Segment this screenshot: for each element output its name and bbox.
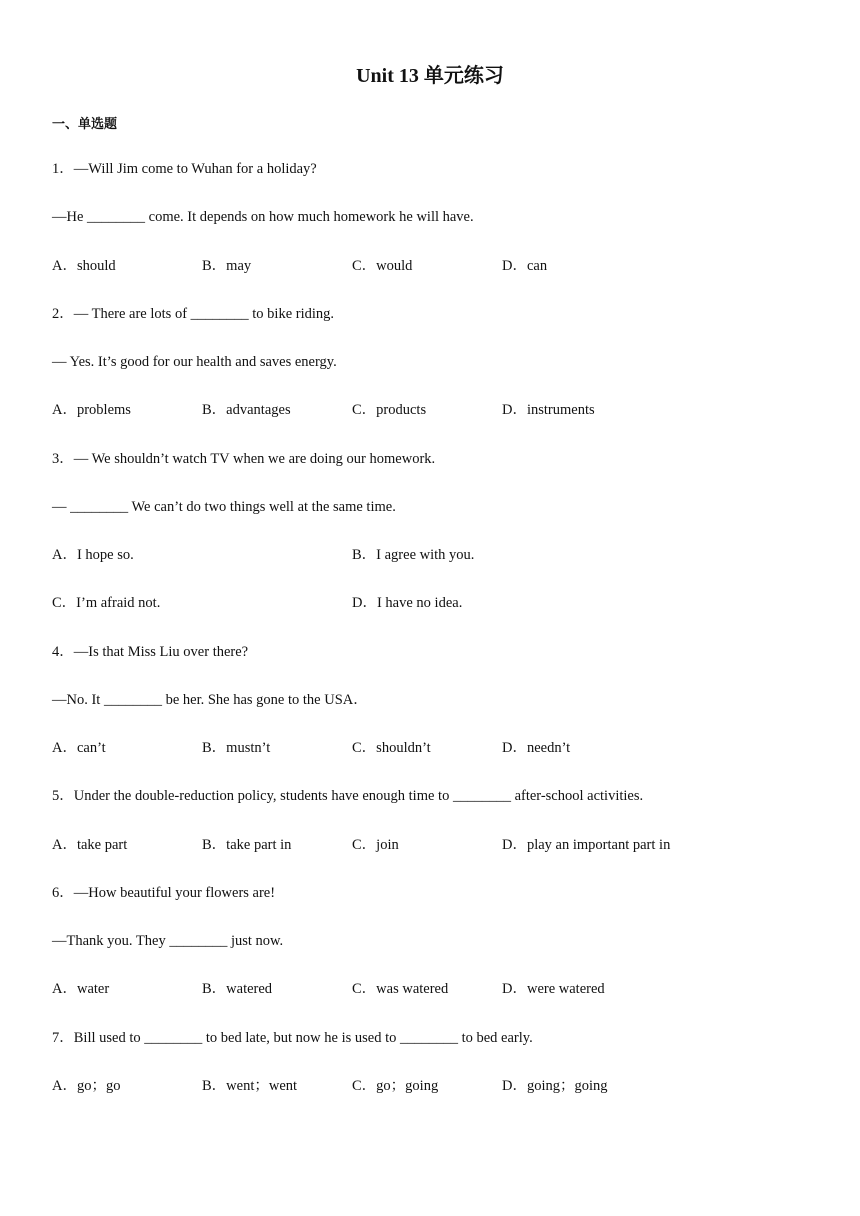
question-4-option-b: B．mustn’t	[202, 740, 271, 756]
question-3-stem: 3．— We shouldn’t watch TV when we are doing our homework.	[52, 451, 436, 467]
question-5-option-d: D．play an important part in	[502, 837, 671, 853]
question-3-option-c: C．I’m afraid not.	[52, 595, 161, 611]
question-3-option-b: B．I agree with you.	[352, 547, 475, 563]
question-1-stem: 1．—Will Jim come to Wuhan for a holiday?	[52, 161, 317, 177]
question-2-stem: 2．— There are lots of ________ to bike riding.	[52, 306, 335, 322]
question-3-option-d: D．I have no idea.	[352, 595, 463, 611]
question-4-option-c: C．shouldn’t	[352, 740, 431, 756]
question-1-option-c: C．would	[352, 258, 413, 274]
question-5-option-a: A．take part	[52, 837, 128, 853]
question-7-option-d: D．going；going	[502, 1078, 608, 1094]
question-6-option-a: A．water	[52, 981, 110, 997]
question-1-option-b: B．may	[202, 258, 252, 274]
question-7-option-a: A．go；go	[52, 1078, 121, 1094]
question-2-option-b: B．advantages	[202, 402, 291, 418]
question-1-option-d: D．can	[502, 258, 548, 274]
question-3-option-a: A．I hope so.	[52, 547, 134, 563]
question-3-response: — ________ We can’t do two things well at the same time.	[52, 499, 396, 515]
section-heading: 一、单选题	[52, 117, 118, 132]
question-6-option-d: D．were watered	[502, 981, 605, 997]
question-4-option-d: D．needn’t	[502, 740, 571, 756]
question-5-option-b: B．take part in	[202, 837, 292, 853]
question-2-option-d: D．instruments	[502, 402, 595, 418]
question-6-response: —Thank you. They ________ just now.	[52, 933, 284, 949]
question-2-option-c: C．products	[352, 402, 427, 418]
question-4-stem: 4．—Is that Miss Liu over there?	[52, 644, 249, 660]
question-5-stem: 5．Under the double-reduction policy, students have enough time to ________ after-school activities.	[52, 788, 644, 804]
question-1-response: —He ________ come. It depends on how much homework he will have.	[52, 209, 474, 225]
question-5-option-c: C．join	[352, 837, 399, 853]
document-title: Unit 13 单元练习	[356, 65, 504, 87]
question-4-response: —No. It ________ be her. She has gone to the USA．	[52, 692, 368, 708]
question-2-response: — Yes. It’s good for our health and saves energy.	[52, 354, 337, 370]
question-2-option-a: A．problems	[52, 402, 131, 418]
question-7-stem: 7．Bill used to ________ to bed late, but now he is used to ________ to bed early.	[52, 1030, 533, 1046]
question-6-stem: 6．—How beautiful your flowers are!	[52, 885, 276, 901]
question-6-option-b: B．watered	[202, 981, 273, 997]
question-6-option-c: C．was watered	[352, 981, 449, 997]
question-4-option-a: A．can’t	[52, 740, 106, 756]
question-1-option-a: A．should	[52, 258, 116, 274]
question-7-option-b: B．went；went	[202, 1078, 298, 1094]
question-7-option-c: C．go；going	[352, 1078, 439, 1094]
